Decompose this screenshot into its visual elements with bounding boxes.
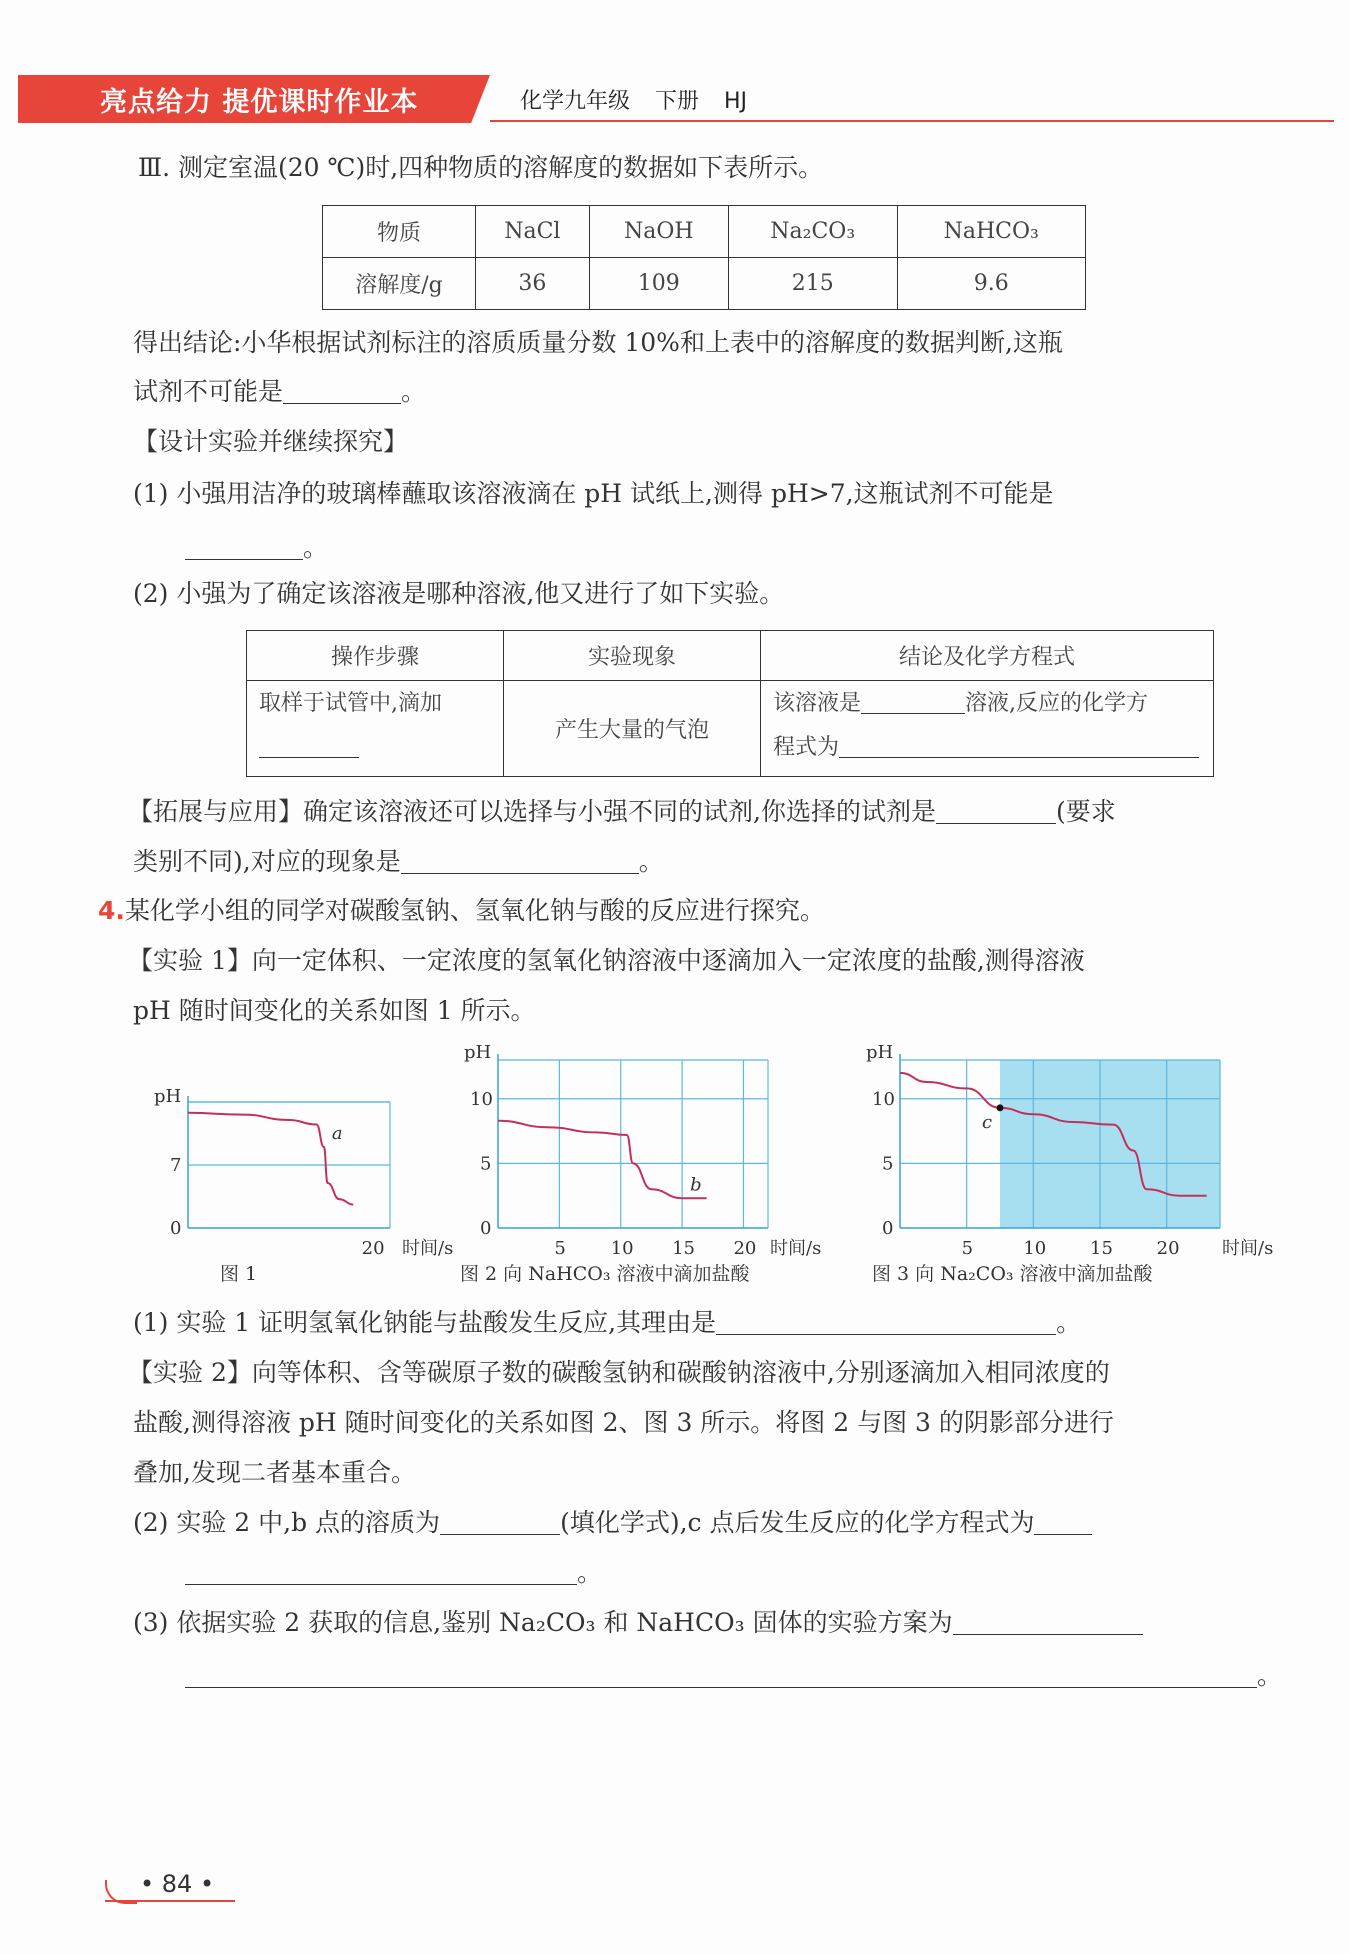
table-cell: 9.6 bbox=[897, 258, 1086, 310]
y-tick-label: 10 bbox=[470, 1088, 493, 1110]
book-title: 亮点给力 提优课时作业本 bbox=[100, 87, 419, 118]
answer-blank[interactable] bbox=[440, 1508, 560, 1535]
table-cell: 36 bbox=[476, 258, 590, 310]
x-tick-label: 20 bbox=[733, 1238, 757, 1259]
answer-blank[interactable] bbox=[259, 731, 359, 758]
table-header: 操作步骤 bbox=[247, 631, 504, 681]
q4-question-1: (1) 实验 1 证明氢氧化钠能与盐酸发生反应,其理由是 。 bbox=[133, 1308, 1082, 1337]
table-cell-step: 取样于试管中,滴加 bbox=[247, 681, 504, 777]
answer-blank[interactable] bbox=[1034, 1508, 1092, 1535]
series-line bbox=[498, 1121, 707, 1199]
answer-blank[interactable] bbox=[401, 847, 639, 874]
y-tick-label: 0 bbox=[480, 1218, 492, 1239]
answer-blank[interactable] bbox=[185, 1661, 1257, 1688]
answer-blank[interactable] bbox=[953, 1608, 1143, 1635]
y-tick-label: 0 bbox=[882, 1218, 894, 1239]
conclusion-line: 试剂不可能是 。 bbox=[133, 377, 427, 406]
answer-blank[interactable] bbox=[185, 1558, 577, 1585]
table-header-solubility: 溶解度/g bbox=[323, 258, 476, 310]
section-heading: 【设计实验并继续探究】 bbox=[133, 427, 409, 456]
answer-blank[interactable] bbox=[283, 377, 401, 404]
table-cell: Na₂CO₃ bbox=[728, 206, 897, 258]
q4-question-2-cont: 。 bbox=[185, 1555, 602, 1591]
y-tick-label: 5 bbox=[480, 1153, 492, 1175]
series-label: a bbox=[331, 1123, 343, 1144]
experiment-table bbox=[246, 630, 1214, 777]
solubility-table bbox=[322, 205, 1086, 310]
exp2-line: 【实验 2】向等体积、含等碳原子数的碳酸氢钠和碳酸钠溶液中,分别逐滴加入相同浓度的 bbox=[128, 1358, 1110, 1387]
exp1-line: pH 随时间变化的关系如图 1 所示。 bbox=[133, 996, 536, 1025]
x-tick-label: 15 bbox=[672, 1238, 695, 1259]
exp1-line: 【实验 1】向一定体积、一定浓度的氢氧化钠溶液中逐滴加入一定浓度的盐酸,测得溶液 bbox=[128, 946, 1085, 975]
answer-blank[interactable] bbox=[839, 731, 1199, 758]
extension-line: 【拓展与应用】确定该溶液还可以选择与小强不同的试剂,你选择的试剂是 (要求 bbox=[128, 797, 1116, 826]
table-cell: NaCl bbox=[476, 206, 590, 258]
y-axis-label: pH bbox=[154, 1086, 182, 1107]
figure-caption: 图 1 bbox=[220, 1263, 258, 1285]
answer-blank[interactable] bbox=[861, 687, 965, 714]
table-header: 实验现象 bbox=[504, 631, 761, 681]
answer-blank[interactable] bbox=[716, 1308, 1056, 1335]
book-subtitle: 化学九年级 下册 HJ bbox=[520, 89, 748, 114]
table-cell-conclusion: 该溶液是 溶液,反应的化学方 程式为 bbox=[761, 681, 1214, 777]
x-axis-label: 时间/s bbox=[402, 1238, 454, 1259]
series-label: b bbox=[690, 1174, 702, 1196]
charts-figure bbox=[100, 1040, 1274, 1300]
table-cell-phenomenon: 产生大量的气泡 bbox=[504, 681, 761, 777]
question-2: (2) 小强为了确定该溶液是哪种溶液,他又进行了如下实验。 bbox=[133, 579, 785, 608]
question-1-answer: 。 bbox=[185, 530, 328, 566]
y-tick-label: 5 bbox=[882, 1153, 894, 1175]
extension-line: 类别不同),对应的现象是 。 bbox=[133, 847, 664, 876]
x-tick-label: 20 bbox=[1156, 1238, 1180, 1259]
answer-blank[interactable] bbox=[936, 797, 1056, 824]
q4-question-3: (3) 依据实验 2 获取的信息,鉴别 Na₂CO₃ 和 NaHCO₃ 固体的实验方案为 bbox=[133, 1605, 1143, 1641]
x-tick-label: 20 bbox=[361, 1238, 385, 1259]
exp2-line: 叠加,发现二者基本重合。 bbox=[133, 1458, 416, 1487]
y-tick-label: 0 bbox=[170, 1218, 182, 1239]
x-tick-label: 15 bbox=[1090, 1238, 1113, 1259]
x-tick-label: 10 bbox=[610, 1238, 634, 1259]
header-rule bbox=[490, 120, 1334, 122]
page-number-rule bbox=[105, 1900, 235, 1902]
y-axis-label: pH bbox=[464, 1042, 492, 1063]
figure-caption: 图 3 向 Na₂CO₃ 溶液中滴加盐酸 bbox=[872, 1263, 1153, 1285]
conclusion-line: 得出结论:小华根据试剂标注的溶质质量分数 10%和上表中的溶解度的数据判断,这瓶 bbox=[133, 328, 1063, 357]
page-number: • 84 • bbox=[140, 1870, 215, 1898]
question-number: 4. bbox=[98, 896, 125, 925]
x-tick-label: 5 bbox=[554, 1238, 566, 1259]
figure-caption: 图 2 向 NaHCO₃ 溶液中滴加盐酸 bbox=[460, 1263, 750, 1285]
table-header: 结论及化学方程式 bbox=[761, 631, 1214, 681]
table-header-substance: 物质 bbox=[323, 206, 476, 258]
table-cell: NaOH bbox=[589, 206, 728, 258]
part3-intro: Ⅲ. 测定室温(20 ℃)时,四种物质的溶解度的数据如下表所示。 bbox=[138, 153, 824, 182]
answer-blank[interactable] bbox=[185, 533, 303, 560]
question-4: 4.某化学小组的同学对碳酸氢钠、氢氧化钠与酸的反应进行探究。 bbox=[98, 896, 825, 925]
table-cell: 215 bbox=[728, 258, 897, 310]
series-line bbox=[188, 1113, 353, 1205]
point-label: c bbox=[982, 1111, 993, 1133]
table-cell: NaHCO₃ bbox=[897, 206, 1086, 258]
x-tick-label: 10 bbox=[1023, 1238, 1047, 1259]
y-tick-label: 7 bbox=[170, 1155, 182, 1176]
q4-question-3-cont: 。 bbox=[185, 1658, 1282, 1694]
table-cell: 109 bbox=[589, 258, 728, 310]
exp2-line: 盐酸,测得溶液 pH 随时间变化的关系如图 2、图 3 所示。将图 2 与图 3 的阴影部分进行 bbox=[133, 1408, 1114, 1437]
y-tick-label: 10 bbox=[872, 1088, 895, 1110]
question-1: (1) 小强用洁净的玻璃棒蘸取该溶液滴在 pH 试纸上,测得 pH>7,这瓶试剂不可能是 bbox=[133, 479, 1054, 508]
x-tick-label: 5 bbox=[961, 1238, 974, 1259]
x-axis-label: 时间/s bbox=[770, 1238, 822, 1259]
marked-point bbox=[997, 1104, 1004, 1111]
x-axis-label: 时间/s bbox=[1222, 1238, 1274, 1259]
q4-question-2: (2) 实验 2 中,b 点的溶质为 (填化学式),c 点后发生反应的化学方程式为 bbox=[133, 1505, 1092, 1541]
y-axis-label: pH bbox=[866, 1042, 894, 1063]
